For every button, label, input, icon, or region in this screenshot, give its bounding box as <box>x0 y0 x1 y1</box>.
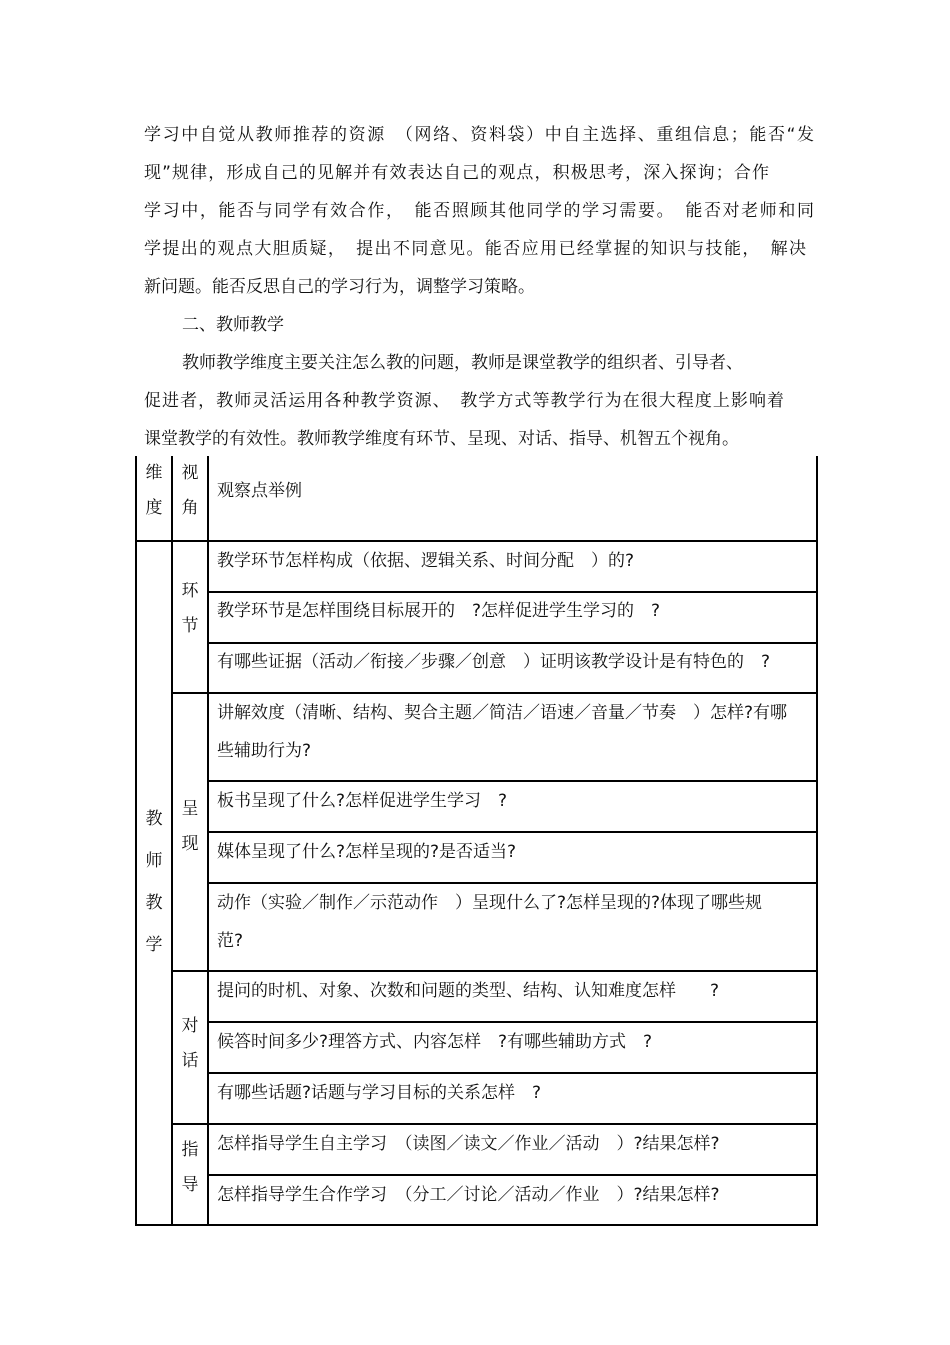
angle-links: 环 节 <box>181 581 199 636</box>
text-line: 教师教学维度主要关注怎么教的问题，教师是课堂教学的组织者、引导者、 <box>182 353 743 373</box>
text-line: 促进者，教师灵活运用各种教学资源、 教学方式等教学行为在很大程度上影响着 <box>144 391 784 411</box>
text-line: 学习中自觉从教师推荐的资源 （网络、资料袋）中自主选择、重组信息；能否“发 <box>144 125 814 145</box>
observation-item: 范? <box>217 931 244 951</box>
observation-item: 怎样指导学生合作学习 （分工／讨论／活动／作业 ）?结果怎样? <box>217 1185 720 1205</box>
observation-table <box>135 456 818 1226</box>
observation-item: 讲解效度（清晰、结构、契合主题／简洁／语速／音量／节奏 ）怎样?有哪 <box>217 703 788 723</box>
header-dimension: 维 度 <box>145 463 163 518</box>
header-observation: 观察点举例 <box>217 481 302 501</box>
observation-item: 有哪些证据（活动／衔接／步骤／创意 ）证明该教学设计是有特色的 ? <box>217 652 771 672</box>
text-line: 学提出的观点大胆质疑， 提出不同意见。能否应用已经掌握的知识与技能， 解决 <box>144 239 806 259</box>
observation-item: 媒体呈现了什么?怎样呈现的?是否适当? <box>217 842 517 862</box>
observation-item: 教学环节是怎样围绕目标展开的 ?怎样促进学生学习的 ? <box>217 601 661 621</box>
text-line: 课堂教学的有效性。教师教学维度有环节、呈现、对话、指导、机智五个视角。 <box>144 429 739 449</box>
angle-dialogue: 对 话 <box>181 1016 199 1071</box>
observation-item: 有哪些话题?话题与学习目标的关系怎样 ? <box>217 1083 542 1103</box>
angle-guidance: 指 导 <box>181 1140 199 1195</box>
angle-presentation: 呈 现 <box>181 799 199 854</box>
text-line: 新问题。能否反思自己的学习行为，调整学习策略。 <box>144 277 535 297</box>
observation-item: 动作（实验／制作／示范动作 ）呈现什么了?怎样呈现的?体现了哪些规 <box>217 893 763 913</box>
observation-item: 候答时间多少?理答方式、内容怎样 ?有哪些辅助方式 ? <box>217 1032 653 1052</box>
section-heading: 二、教师教学 <box>182 315 284 335</box>
observation-item: 些辅助行为? <box>217 741 312 761</box>
observation-item: 板书呈现了什么?怎样促进学生学习 ? <box>217 791 508 811</box>
paragraph-teacher-teaching <box>144 344 814 458</box>
header-angle: 视 角 <box>181 463 199 518</box>
observation-item: 教学环节怎样构成（依据、逻辑关系、时间分配 ）的? <box>217 551 635 571</box>
dimension-teacher-teaching: 教 师 教 学 <box>145 809 163 955</box>
paragraph-student-learning <box>144 116 814 306</box>
observation-item: 怎样指导学生自主学习 （读图／读文／作业／活动 ）?结果怎样? <box>217 1134 720 1154</box>
text-line: 学习中，能否与同学有效合作， 能否照顾其他同学的学习需要。 能否对老师和同 <box>144 201 814 221</box>
observation-item: 提问的时机、对象、次数和问题的类型、结构、认知难度怎样 ? <box>217 981 720 1001</box>
text-line: 现”规律，形成自己的见解并有效表达自己的观点，积极思考，深入探询；合作 <box>144 163 769 183</box>
